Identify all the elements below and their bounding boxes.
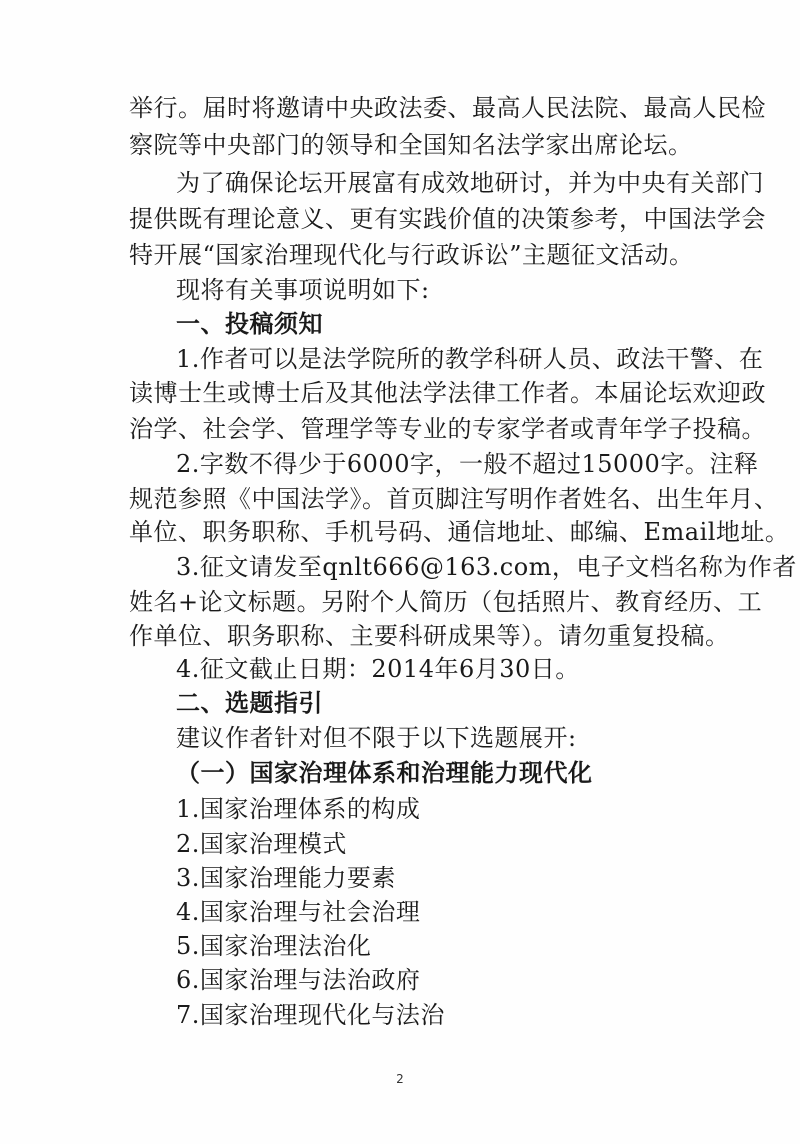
text-line: 作单位、职务职称、主要科研成果等）。请勿重复投稿。 — [129, 622, 730, 650]
text-line: 规范参照《中国法学》。首页脚注写明作者姓名、出生年月、 — [129, 485, 779, 513]
text-line: 姓名+论文标题。另附个人简历（包括照片、教育经历、工 — [129, 588, 763, 616]
text-line: 现将有关事项说明如下: — [176, 276, 430, 304]
section-heading: 一、投稿须知 — [176, 309, 323, 338]
list-item: 2.国家治理模式 — [176, 830, 347, 858]
text-line: 单位、职务职称、手机号码、通信地址、邮编、Email地址。 — [129, 518, 790, 546]
list-item: 7.国家治理现代化与法治 — [176, 1001, 445, 1029]
page-number: 2 — [396, 1072, 404, 1086]
text-line: 建议作者针对但不限于以下选题展开: — [176, 724, 577, 752]
text-line: 1.作者可以是法学院所的教学科研人员、政法干警、在 — [176, 345, 764, 373]
section-heading: 二、选题指引 — [176, 688, 323, 717]
text-line: 3.征文请发至qnlt666@163.com，电子文档名称为作者 — [176, 553, 797, 581]
text-line: 4.征文截止日期：2014年6月30日。 — [176, 655, 580, 683]
text-line: 举行。届时将邀请中央政法委、最高人民法院、最高人民检 — [129, 94, 766, 122]
text-line: 察院等中央部门的领导和全国知名法学家出席论坛。 — [129, 131, 693, 159]
list-item: 1.国家治理体系的构成 — [176, 795, 421, 823]
list-item: 4.国家治理与社会治理 — [176, 898, 421, 926]
text-line: 为了确保论坛开展富有成效地研讨，并为中央有关部门 — [176, 169, 764, 197]
list-item: 6.国家治理与法治政府 — [176, 966, 421, 994]
text-line: 特开展“国家治理现代化与行政诉讼”主题征文活动。 — [129, 241, 694, 269]
text-line: 提供既有理论意义、更有实践价值的决策参考，中国法学会 — [129, 205, 766, 233]
text-line: 读博士生或博士后及其他法学法律工作者。本届论坛欢迎政 — [129, 379, 766, 407]
list-item: 3.国家治理能力要素 — [176, 864, 396, 892]
list-item: 5.国家治理法治化 — [176, 932, 372, 960]
subsection-heading: （一）国家治理体系和治理能力现代化 — [176, 758, 593, 787]
text-line: 2.字数不得少于6000字，一般不超过15000字。注释 — [176, 450, 759, 478]
text-line: 治学、社会学、管理学等专业的专家学者或青年学子投稿。 — [129, 415, 766, 443]
